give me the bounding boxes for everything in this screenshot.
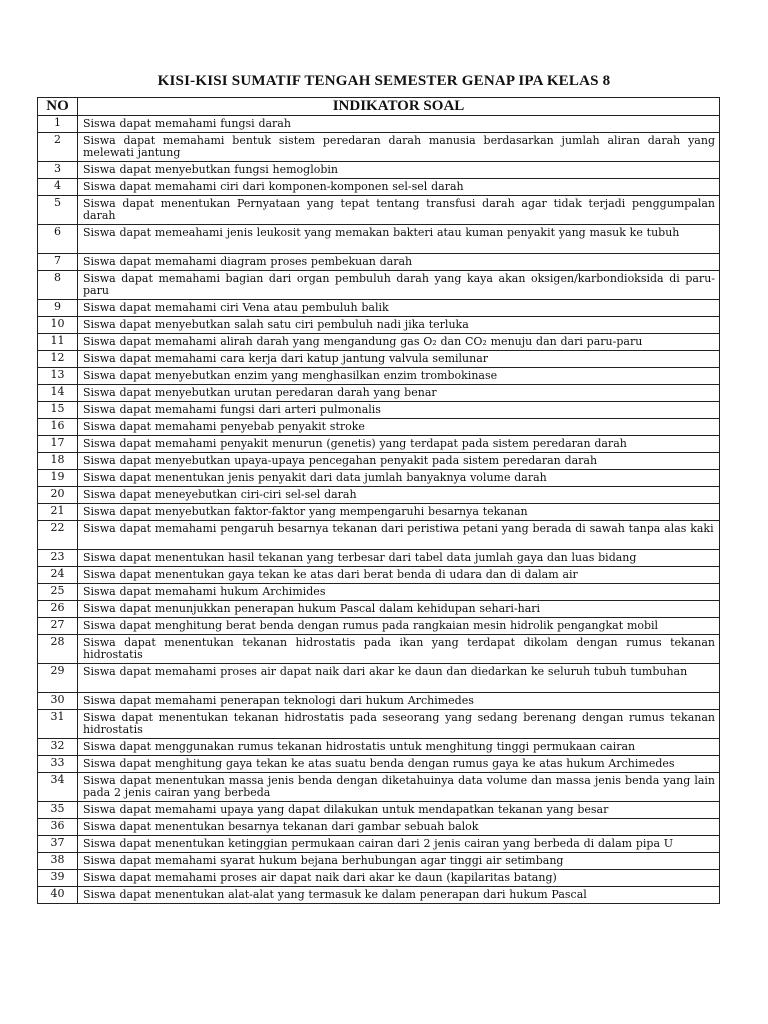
indicator-text: Siswa dapat menentukan tekanan hidrostatis pada ikan yang terdapat dikolam dengan rumus tekanan hidrostatis xyxy=(78,635,720,664)
table-row xyxy=(38,271,720,300)
row-number: 11 xyxy=(38,334,78,351)
row-number: 30 xyxy=(38,693,78,710)
indicator-text: Siswa dapat menentukan alat-alat yang termasuk ke dalam penerapan dari hukum Pascal xyxy=(78,887,720,904)
indicator-text: Siswa dapat memahami cara kerja dari katup jantung valvula semilunar xyxy=(78,351,720,368)
table-row xyxy=(38,487,720,504)
table-row xyxy=(38,584,720,601)
indicator-table xyxy=(37,97,720,904)
indicator-text: Siswa dapat menentukan gaya tekan ke atas dari berat benda di udara dan di dalam air xyxy=(78,567,720,584)
row-number: 20 xyxy=(38,487,78,504)
table-row xyxy=(38,819,720,836)
indicator-text: Siswa dapat memahami bentuk sistem peredaran darah manusia berdasarkan jumlah aliran darah yang melewati jantung xyxy=(78,133,720,162)
table-row xyxy=(38,162,720,179)
row-number: 24 xyxy=(38,567,78,584)
indicator-text: Siswa dapat memahami fungsi dari arteri pulmonalis xyxy=(78,402,720,419)
indicator-text: Siswa dapat memahami hukum Archimides xyxy=(78,584,720,601)
table-row xyxy=(38,419,720,436)
table-row xyxy=(38,853,720,870)
indicator-text: Siswa dapat menunjukkan penerapan hukum Pascal dalam kehidupan sehari-hari xyxy=(78,601,720,618)
indicator-text: Siswa dapat memahami penyebab penyakit stroke xyxy=(78,419,720,436)
row-number: 14 xyxy=(38,385,78,402)
indicator-text: Siswa dapat memahami upaya yang dapat dilakukan untuk mendapatkan tekanan yang besar xyxy=(78,802,720,819)
row-number: 39 xyxy=(38,870,78,887)
indicator-text: Siswa dapat menyebutkan enzim yang menghasilkan enzim trombokinase xyxy=(78,368,720,385)
table-row xyxy=(38,225,720,254)
table-row xyxy=(38,601,720,618)
row-number: 38 xyxy=(38,853,78,870)
row-number: 7 xyxy=(38,254,78,271)
table-row xyxy=(38,133,720,162)
indicator-text: Siswa dapat memeahami jenis leukosit yang memakan bakteri atau kuman penyakit yang masuk ke tubuh xyxy=(78,225,720,254)
table-row xyxy=(38,368,720,385)
header-no: NO xyxy=(38,98,78,116)
row-number: 5 xyxy=(38,196,78,225)
indicator-text: Siswa dapat memahami bagian dari organ pembuluh darah yang kaya akan oksigen/karbondioksida di paru-paru xyxy=(78,271,720,300)
row-number: 27 xyxy=(38,618,78,635)
table-row xyxy=(38,300,720,317)
document-title: KISI-KISI SUMATIF TENGAH SEMESTER GENAP IPA KELAS 8 xyxy=(157,73,611,89)
indicator-text: Siswa dapat memahami syarat hukum bejana berhubungan agar tinggi air setimbang xyxy=(78,853,720,870)
table-row xyxy=(38,802,720,819)
table-row xyxy=(38,664,720,693)
table-row xyxy=(38,179,720,196)
indicator-text: Siswa dapat memahami proses air dapat naik dari akar ke daun dan diedarkan ke seluruh tubuh tumbuhan xyxy=(78,664,720,693)
row-number: 19 xyxy=(38,470,78,487)
row-number: 25 xyxy=(38,584,78,601)
row-number: 31 xyxy=(38,710,78,739)
indicator-text: Siswa dapat menentukan jenis penyakit dari data jumlah banyaknya volume darah xyxy=(78,470,720,487)
row-number: 32 xyxy=(38,739,78,756)
indicator-text: Siswa dapat memahami fungsi darah xyxy=(78,116,720,133)
row-number: 21 xyxy=(38,504,78,521)
row-number: 34 xyxy=(38,773,78,802)
indicator-text: Siswa dapat memahami diagram proses pembekuan darah xyxy=(78,254,720,271)
table-row xyxy=(38,470,720,487)
row-number: 8 xyxy=(38,271,78,300)
indicator-text: Siswa dapat menghitung berat benda dengan rumus pada rangkaian mesin hidrolik pengangkat mobil xyxy=(78,618,720,635)
indicator-text: Siswa dapat menentukan massa jenis benda dengan diketahuinya data volume dan massa jenis benda yang lain pada 2 jenis cairan yang berbeda xyxy=(78,773,720,802)
indicator-text: Siswa dapat menentukan tekanan hidrostatis pada seseorang yang sedang berenang dengan rumus tekanan hidrostatis xyxy=(78,710,720,739)
indicator-text: Siswa dapat menyebutkan fungsi hemoglobin xyxy=(78,162,720,179)
indicator-text: Siswa dapat menyebutkan faktor-faktor yang mempengaruhi besarnya tekanan xyxy=(78,504,720,521)
table-row xyxy=(38,504,720,521)
table-row xyxy=(38,773,720,802)
indicator-text: Siswa dapat menentukan ketinggian permukaan cairan dari 2 jenis cairan yang berbeda di dalam pipa U xyxy=(78,836,720,853)
header-indikator-soal: INDIKATOR SOAL xyxy=(78,98,720,116)
table-row xyxy=(38,385,720,402)
indicator-text: Siswa dapat menggunakan rumus tekanan hidrostatis untuk menghitung tinggi permukaan cairan xyxy=(78,739,720,756)
table-row xyxy=(38,739,720,756)
row-number: 22 xyxy=(38,521,78,550)
row-number: 9 xyxy=(38,300,78,317)
table-row xyxy=(38,756,720,773)
row-number: 12 xyxy=(38,351,78,368)
table-header-row xyxy=(38,98,720,116)
indicator-text: Siswa dapat menentukan besarnya tekanan dari gambar sebuah balok xyxy=(78,819,720,836)
table-row xyxy=(38,254,720,271)
table-row xyxy=(38,453,720,470)
table-row xyxy=(38,116,720,133)
table-row xyxy=(38,870,720,887)
indicator-text: Siswa dapat memahami penyakit menurun (genetis) yang terdapat pada sistem peredaran darah xyxy=(78,436,720,453)
row-number: 3 xyxy=(38,162,78,179)
indicator-text: Siswa dapat meneyebutkan ciri-ciri sel-sel darah xyxy=(78,487,720,504)
indicator-text: Siswa dapat menyebutkan urutan peredaran darah yang benar xyxy=(78,385,720,402)
indicator-text: Siswa dapat memahami ciri Vena atau pembuluh balik xyxy=(78,300,720,317)
row-number: 36 xyxy=(38,819,78,836)
row-number: 18 xyxy=(38,453,78,470)
indicator-text: Siswa dapat memahami penerapan teknologi dari hukum Archimedes xyxy=(78,693,720,710)
table-row xyxy=(38,436,720,453)
row-number: 17 xyxy=(38,436,78,453)
indicator-text: Siswa dapat menentukan hasil tekanan yang terbesar dari tabel data jumlah gaya dan luas bidang xyxy=(78,550,720,567)
table-row xyxy=(38,693,720,710)
row-number: 23 xyxy=(38,550,78,567)
row-number: 6 xyxy=(38,225,78,254)
table-row xyxy=(38,567,720,584)
row-number: 28 xyxy=(38,635,78,664)
indicator-text: Siswa dapat memahami alirah darah yang mengandung gas O₂ dan CO₂ menuju dan dari paru-paru xyxy=(78,334,720,351)
indicator-text: Siswa dapat memahami pengaruh besarnya tekanan dari peristiwa petani yang berada di sawah tanpa alas kaki xyxy=(78,521,720,550)
indicator-text: Siswa dapat menyebutkan salah satu ciri pembuluh nadi jika terluka xyxy=(78,317,720,334)
table-row xyxy=(38,402,720,419)
table-row xyxy=(38,196,720,225)
table-row xyxy=(38,317,720,334)
row-number: 16 xyxy=(38,419,78,436)
row-number: 13 xyxy=(38,368,78,385)
row-number: 10 xyxy=(38,317,78,334)
row-number: 29 xyxy=(38,664,78,693)
table-row xyxy=(38,836,720,853)
indicator-text: Siswa dapat memahami ciri dari komponen-komponen sel-sel darah xyxy=(78,179,720,196)
indicator-text: Siswa dapat menyebutkan upaya-upaya pencegahan penyakit pada sistem peredaran darah xyxy=(78,453,720,470)
row-number: 35 xyxy=(38,802,78,819)
table-row xyxy=(38,887,720,904)
table-row xyxy=(38,618,720,635)
table-row xyxy=(38,550,720,567)
table-row xyxy=(38,334,720,351)
row-number: 2 xyxy=(38,133,78,162)
indicator-text: Siswa dapat menghitung gaya tekan ke atas suatu benda dengan rumus gaya ke atas hukum Archimedes xyxy=(78,756,720,773)
indicator-text: Siswa dapat menentukan Pernyataan yang tepat tentang transfusi darah agar tidak terjadi penggumpalan darah xyxy=(78,196,720,225)
row-number: 33 xyxy=(38,756,78,773)
table-row xyxy=(38,710,720,739)
row-number: 1 xyxy=(38,116,78,133)
indicator-text: Siswa dapat memahami proses air dapat naik dari akar ke daun (kapilaritas batang) xyxy=(78,870,720,887)
table-row xyxy=(38,521,720,550)
row-number: 4 xyxy=(38,179,78,196)
row-number: 37 xyxy=(38,836,78,853)
table-body xyxy=(38,116,720,904)
table-row xyxy=(38,351,720,368)
table-row xyxy=(38,635,720,664)
row-number: 26 xyxy=(38,601,78,618)
row-number: 40 xyxy=(38,887,78,904)
row-number: 15 xyxy=(38,402,78,419)
